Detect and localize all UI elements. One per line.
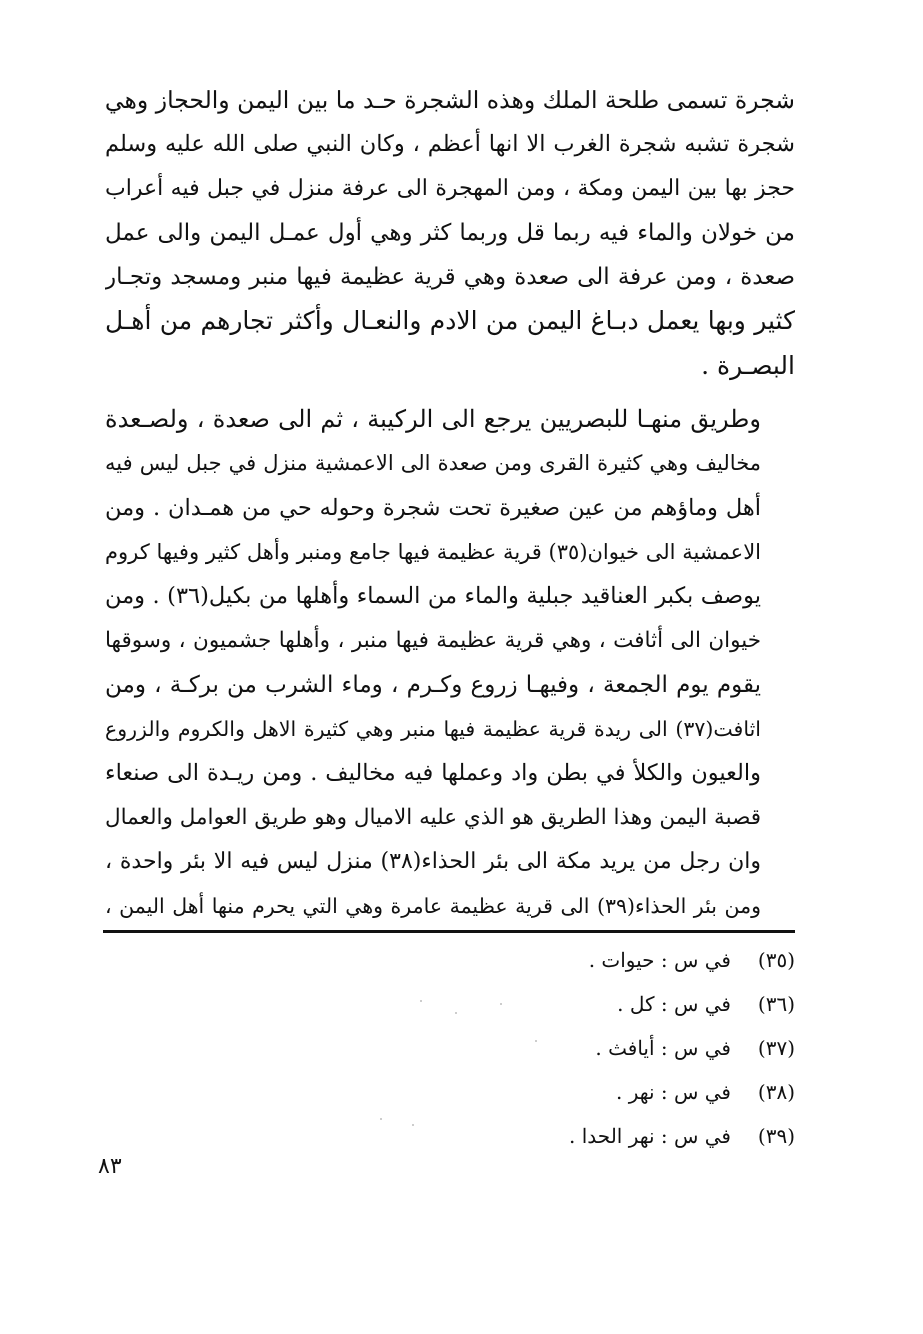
main-text [105,78,795,929]
footnote-text: في س : نهر الحدا . [569,1124,731,1148]
scan-speck [500,1003,502,1005]
scan-speck [420,1000,422,1002]
paragraph-2 [105,397,795,929]
text-line: أهل وماؤهم من عين صغيرة تحت شجرة وحوله حي من همـدان . ومن [105,494,761,521]
text-line: حجز بها بين اليمن ومكة ، ومن المهجرة الى عرفة منزل في جبل فيه أعراب [105,175,795,201]
footnote-number: (٣٧) [757,1036,795,1060]
text-line: شجرة تشبه شجرة الغرب الا انها أعظم ، وكان النبي صلى الله عليه وسلم [105,131,795,158]
footnote-item [475,1026,795,1070]
scan-speck [455,1012,457,1014]
footnote-text: في س : نهر . [616,1080,731,1104]
text-line: كثير وبها يعمل دبـاغ اليمن من الادم والنعـال وأكثر تجارهم من أهـل [105,306,795,336]
scan-speck [412,1124,414,1126]
text-line: الاعمشية الى خيوان(٣٥) قرية عظيمة فيها جامع ومنبر وأهل كثير وفيها كروم [105,539,762,564]
text-line: خيوان الى أثافت ، وهي قرية عظيمة فيها منبر ، وأهلها جشميون ، وسوقها [105,627,761,653]
text-line: مخاليف وهي كثيرة القرى ومن صعدة الى الاعمشية منزل في جبل ليس فيه [105,451,761,476]
footnotes [475,938,795,1158]
text-line: صعدة ، ومن عرفة الى صعدة وهي قرية عظيمة فيها منبر ومسجد وتجـار [105,264,795,291]
footnote-text: في س : أيافث . [595,1036,731,1060]
footnote-text: في س : حيوات . [588,948,731,972]
footnote-divider [103,930,795,933]
footnote-number: (٣٨) [757,1080,795,1104]
text-line: يقوم يوم الجمعة ، وفيهـا زروع وكـرم ، وماء الشرب من بركـة ، ومن [105,671,761,698]
scan-speck [380,1118,382,1120]
footnote-number: (٣٥) [757,948,795,972]
footnote-item [475,938,795,982]
text-line: شجرة تسمى طلحة الملك وهذه الشجرة حـد ما بين اليمن والحجاز وهي [105,86,795,114]
text-line: والعيون والكلأ في بطن واد وعملها فيه مخاليف . ومن ريـدة الى صنعاء [105,760,761,787]
footnote-item [475,1070,795,1114]
footnote-item [475,982,795,1026]
text-line: قصبة اليمن وهذا الطريق هو الذي عليه الاميال وهو طريق العوامل والعمال [105,804,761,830]
footnote-text: في س : كل . [617,992,731,1016]
page-number: ٨٣ [98,1154,122,1179]
text-line: اثافت(٣٧) الى ريدة قرية عظيمة فيها منبر وهي كثيرة الاهل والكروم والزروع [105,717,761,742]
text-line: وان رجل من يريد مكة الى بئر الحذاء(٣٨) منزل ليس فيه الا بئر واحدة ، [105,849,761,875]
text-line: ومن بئر الحذاء(٣٩) الى قرية عظيمة عامرة وهي التي يحرم منها أهل اليمن ، [105,894,761,919]
text-line: البصـرة . [701,350,795,380]
scan-speck [535,1040,537,1042]
footnote-number: (٣٦) [757,992,795,1016]
footnote-item [475,1114,795,1158]
paragraph-1 [105,78,795,388]
text-line: من خولان والماء فيه ربما قل وربما كثر وهي أول عمـل اليمن والى عمل [105,219,795,246]
text-line: وطريق منهـا للبصريين يرجع الى الركيبة ، ثم الى صعدة ، ولصـعدة [105,405,761,434]
footnote-number: (٣٩) [757,1124,795,1148]
text-line: يوصف بكبر العناقيد جبلية والماء من السماء وأهلها من بكيل(٣٦) . ومن [105,583,761,610]
